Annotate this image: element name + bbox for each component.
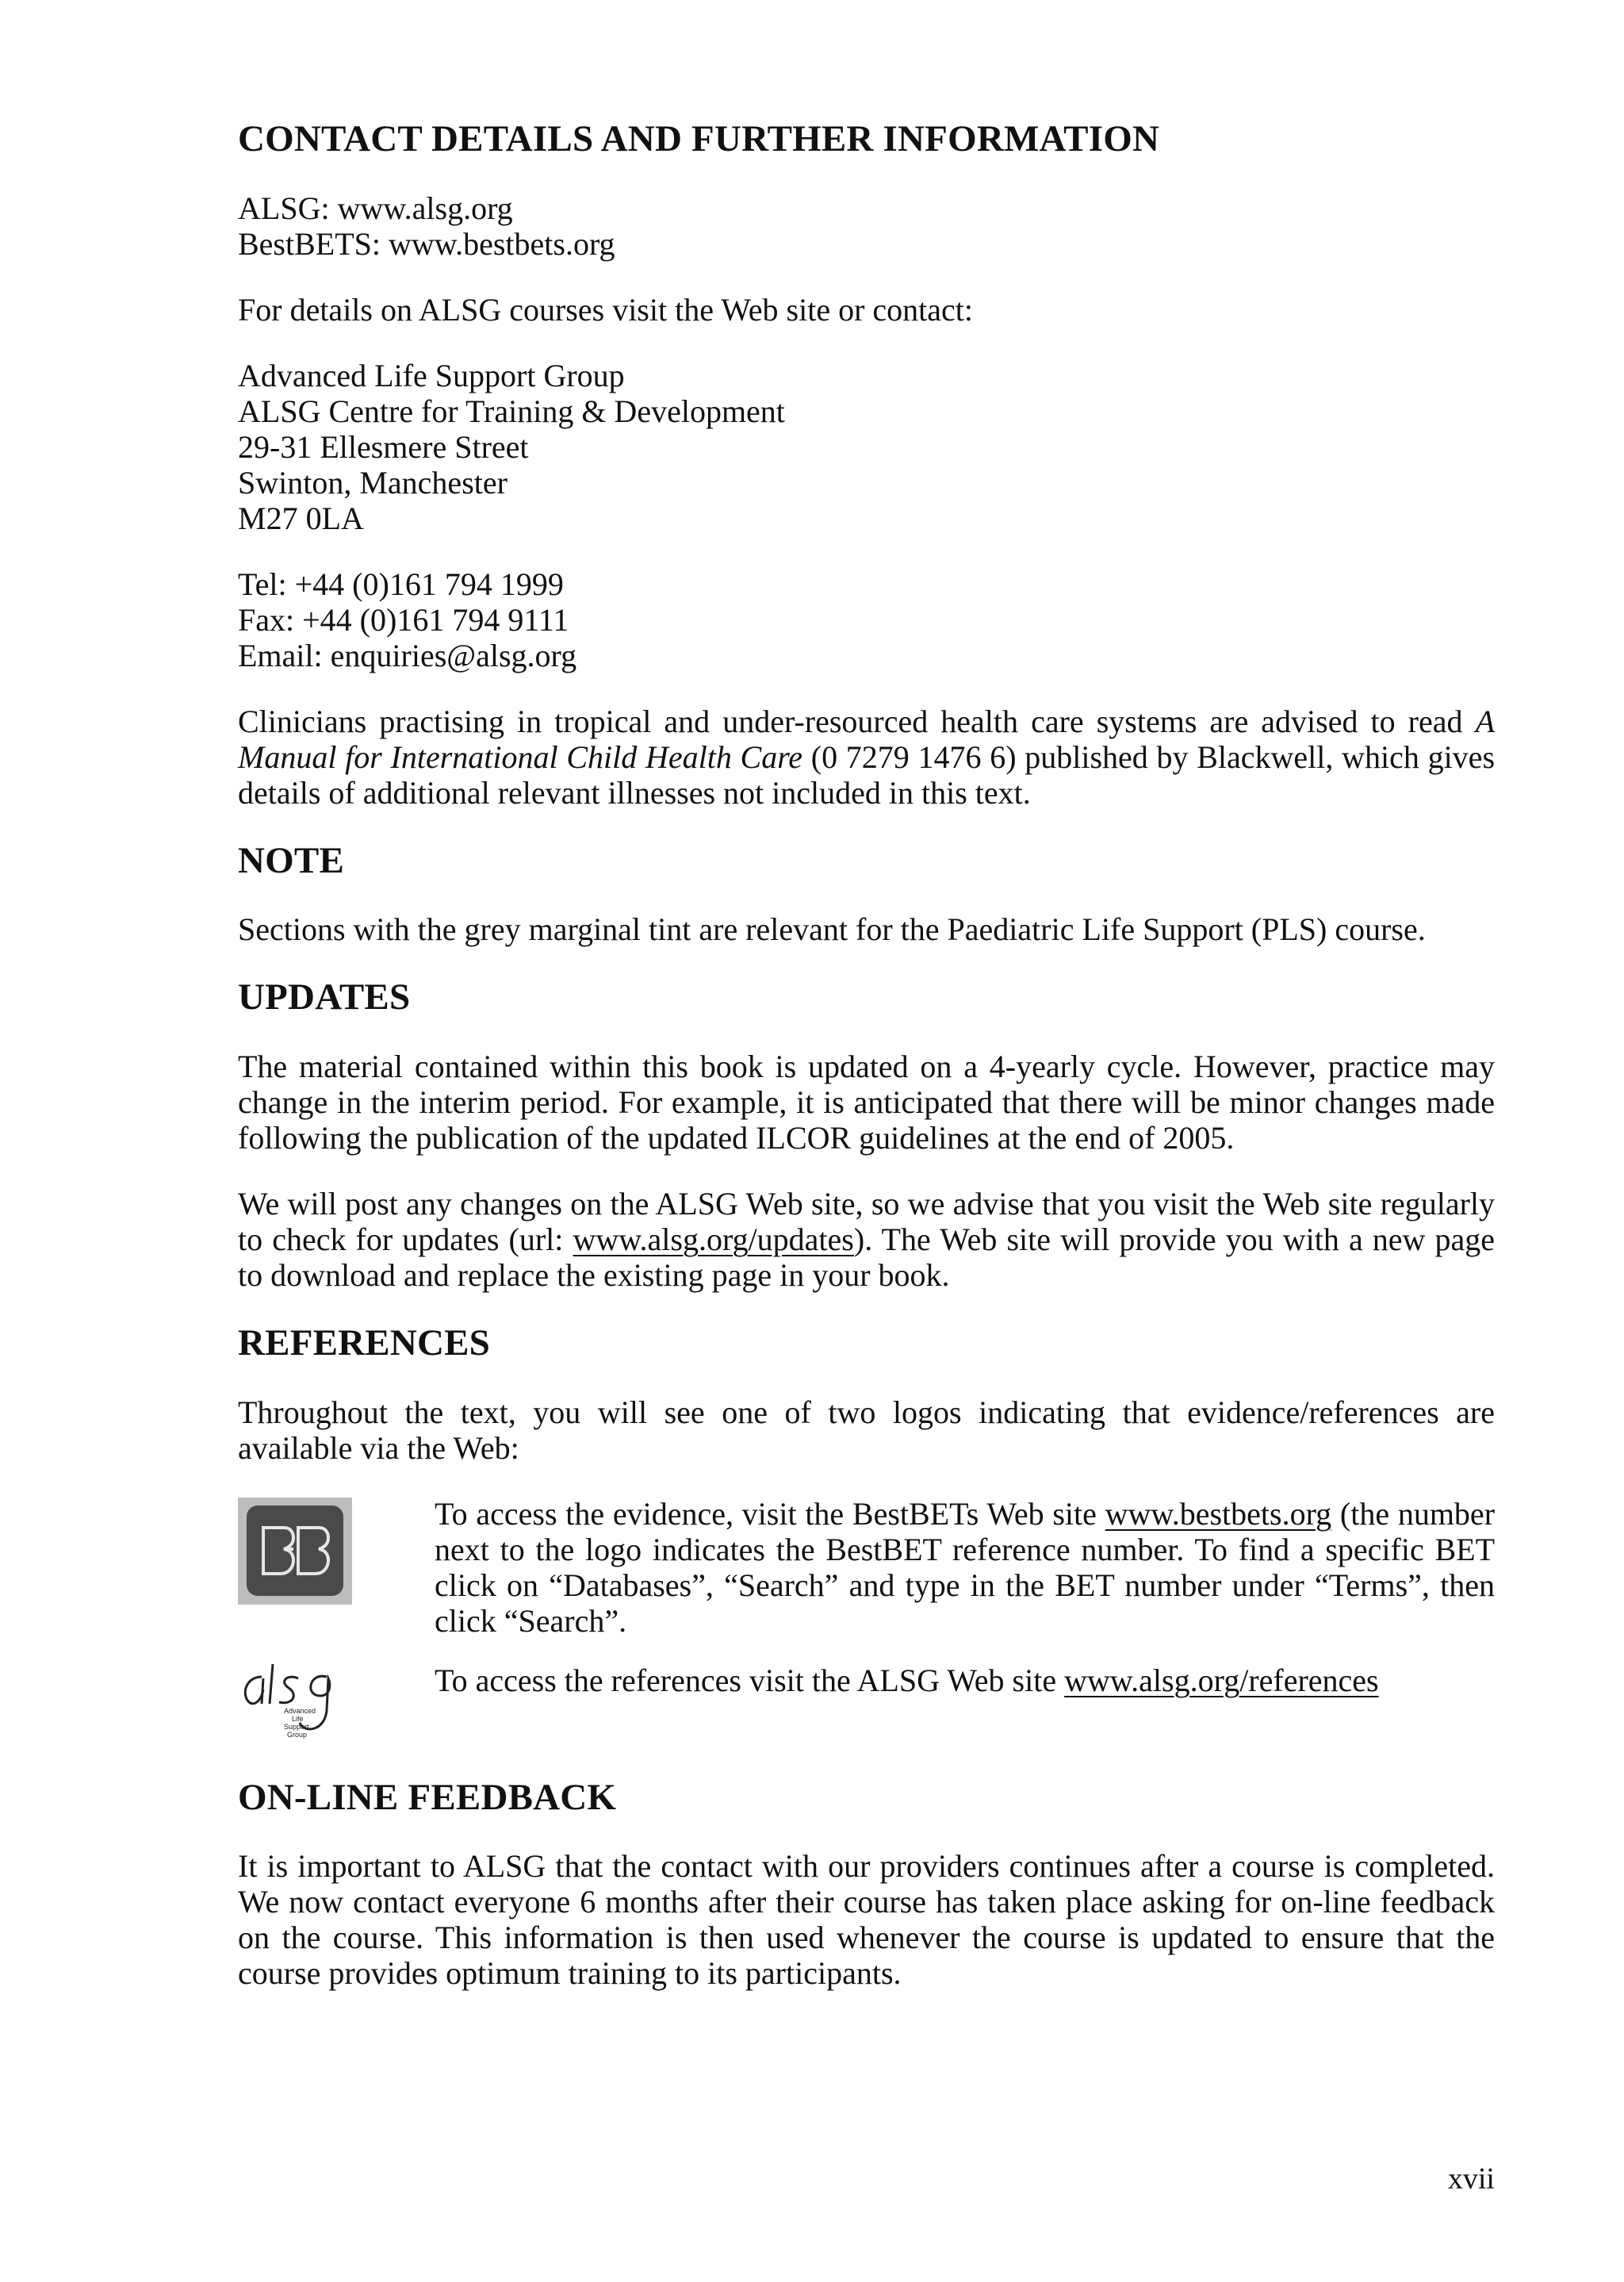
updates-heading: UPDATES	[238, 976, 411, 1018]
alsg-instructions	[435, 1658, 1495, 1698]
alsg-logo-sub: Life	[292, 1714, 304, 1723]
bestbets-instructions	[435, 1496, 1495, 1639]
bestbets-logo	[238, 1498, 352, 1605]
bestbets-website-line: BestBETS: www.bestbets.org	[238, 225, 615, 262]
clinicians-paragraph	[238, 704, 1495, 811]
note-text: Sections with the grey marginal tint are relevant for the Paediatric Life Support (PLS) course.	[238, 911, 1426, 948]
address-line: Swinton, Manchester	[238, 464, 508, 501]
alsg-references-link[interactable]: www.alsg.org/references	[1064, 1662, 1379, 1698]
alsg-row	[238, 1658, 1495, 1746]
bestbets-link[interactable]: www.bestbets.org	[1105, 1495, 1332, 1532]
bestbets-logo-letters	[257, 1523, 333, 1578]
bestbets-text-end: (the number next to the logo indicates the BestBET reference number. To find a specific BET click on “Databases”, “Search” and type in the BET number under “Terms”, then click “Search”.	[435, 1495, 1496, 1639]
fax: Fax: +44 (0)161 794 9111	[238, 601, 569, 638]
feedback-text: It is important to ALSG that the contact with our providers continues after a course is completed. We now contact everyone 6 months after their course has taken place asking for on-line feedback on the course. This information is then used whenever the course is updated to ensure that the course provides optimum training to its participants.	[238, 1848, 1495, 1992]
updates-text-end: ). The Web site will provide you with a new page to download and replace the existing page in your book.	[238, 1222, 1495, 1294]
website-links	[238, 190, 1495, 262]
bestbets-row	[238, 1496, 1495, 1639]
clinicians-text: Clinicians practising in tropical and under-resourced health care systems are advised to read	[238, 703, 1476, 739]
clinicians-text-end: (0 7279 1476 6) published by Blackwell, which gives details of additional relevant illnesses not included in this text.	[238, 738, 1496, 811]
page-content	[238, 119, 1495, 2021]
note-heading: NOTE	[238, 839, 344, 881]
references-intro: Throughout the text, you will see one of two logos indicating that evidence/references are available via the Web:	[238, 1394, 1495, 1466]
manual-title: A Manual for International Child Health Care	[238, 703, 1495, 775]
alsg-logo-sub: Support	[284, 1722, 309, 1731]
contact-numbers	[238, 566, 1495, 673]
address-line: ALSG Centre for Training & Development	[238, 393, 785, 429]
telephone: Tel: +44 (0)161 794 1999	[238, 566, 564, 602]
alsg-logo-sub: Advanced	[284, 1706, 316, 1715]
alsg-text: To access the references visit the ALSG Web site	[435, 1662, 1065, 1698]
updates-paragraph-2	[238, 1186, 1495, 1293]
alsg-logo	[238, 1655, 357, 1742]
postal-address	[238, 358, 1495, 536]
courses-line: For details on ALSG courses visit the Web site or contact:	[238, 291, 974, 328]
updates-link[interactable]: www.alsg.org/updates	[573, 1222, 854, 1258]
references-heading: REFERENCES	[238, 1322, 491, 1364]
address-line: M27 0LA	[238, 500, 364, 536]
address-line: Advanced Life Support Group	[238, 357, 625, 393]
feedback-heading: ON-LINE FEEDBACK	[238, 1776, 617, 1818]
bestbets-text: To access the evidence, visit the BestBETs Web site	[435, 1495, 1105, 1532]
email: Email: enquiries@alsg.org	[238, 637, 577, 673]
page-number: xvii	[1447, 2162, 1495, 2196]
alsg-website-line: ALSG: www.alsg.org	[238, 190, 513, 226]
contact-heading: CONTACT DETAILS AND FURTHER INFORMATION	[238, 118, 1160, 159]
updates-paragraph-1: The material contained within this book is updated on a 4-yearly cycle. However, practice may change in the interim period. For example, it is anticipated that there will be minor changes made following the publication of the updated ILCOR guidelines at the end of 2005.	[238, 1049, 1495, 1156]
updates-text: We will post any changes on the ALSG Web site, so we advise that you visit the Web site regularly to check for updates (url:	[238, 1186, 1495, 1258]
alsg-logo-sub: Group	[287, 1730, 308, 1739]
address-line: 29-31 Ellesmere Street	[238, 428, 529, 465]
